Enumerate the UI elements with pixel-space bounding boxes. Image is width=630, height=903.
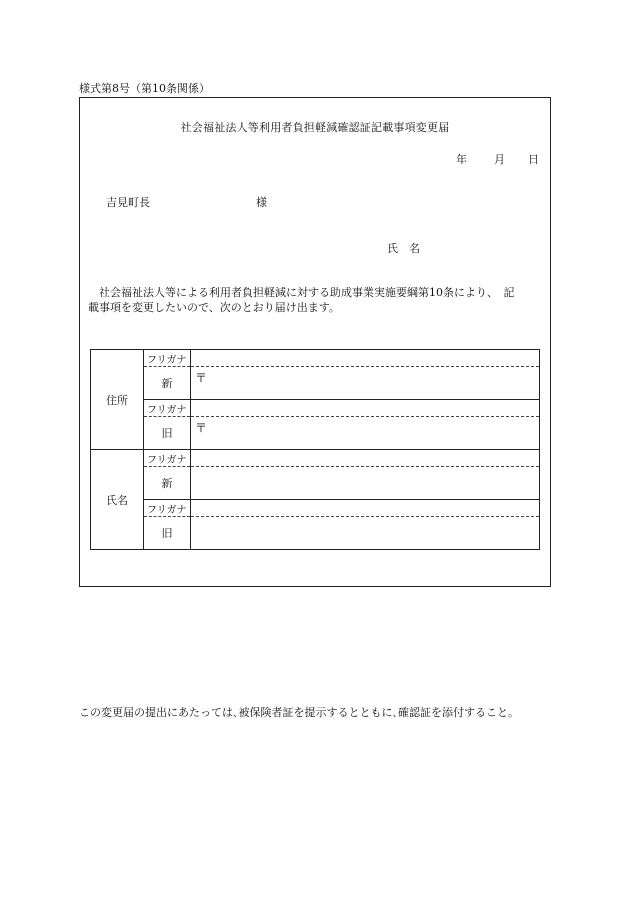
name-old-label: 旧 xyxy=(144,517,191,550)
address-old-label: 旧 xyxy=(144,417,191,450)
address-group-label: 住所 xyxy=(91,350,144,450)
date-day-label: 日 xyxy=(528,153,539,166)
table-row xyxy=(91,417,540,450)
table-row xyxy=(91,367,540,400)
name-new-label: 新 xyxy=(144,467,191,500)
table-row xyxy=(91,500,540,517)
addressee: 吉見町長 xyxy=(106,196,150,209)
postal-mark-icon: 〒 xyxy=(195,371,208,385)
name-new-field[interactable] xyxy=(191,467,540,500)
name-new-kana-field[interactable] xyxy=(191,450,540,467)
address-old-kana-label: フリガナ xyxy=(144,400,191,417)
address-new-kana-label: フリガナ xyxy=(144,350,191,367)
table-row xyxy=(91,400,540,417)
name-old-kana-label: フリガナ xyxy=(144,500,191,517)
name-group-label: 氏名 xyxy=(91,450,144,550)
address-old-kana-field[interactable] xyxy=(191,400,540,417)
document-title: 社会福祉法人等利用者負担軽減確認証記載事項変更届 xyxy=(180,121,450,134)
date-year-label: 年 xyxy=(456,153,467,166)
body-line-1: 社会福祉法人等による利用者負担軽減に対する助成事業実施要綱第10条により、 記 xyxy=(99,286,515,299)
address-new-field[interactable] xyxy=(191,367,540,400)
applicant-name-label: 氏 名 xyxy=(387,242,420,255)
postal-mark-icon: 〒 xyxy=(195,421,208,435)
table-row xyxy=(91,517,540,550)
table-row xyxy=(91,467,540,500)
honorific: 様 xyxy=(256,196,267,209)
name-old-kana-field[interactable] xyxy=(191,500,540,517)
date-month-label: 月 xyxy=(494,153,505,166)
body-paragraph xyxy=(88,285,550,315)
address-new-kana-field[interactable] xyxy=(191,350,540,367)
table-row xyxy=(91,350,540,367)
form-number-label: 様式第8号（第10条関係） xyxy=(79,82,210,95)
change-details-table xyxy=(90,349,540,550)
name-old-field[interactable] xyxy=(191,517,540,550)
address-new-label: 新 xyxy=(144,367,191,400)
table-row xyxy=(91,450,540,467)
address-old-field[interactable] xyxy=(191,417,540,450)
footnote: この変更届の提出にあたっては､被保険者証を提示するとともに､確認証を添付すること。 xyxy=(79,706,519,719)
body-line-2: 載事項を変更したいので、次のとおり届け出ます。 xyxy=(88,301,340,314)
name-new-kana-label: フリガナ xyxy=(144,450,191,467)
